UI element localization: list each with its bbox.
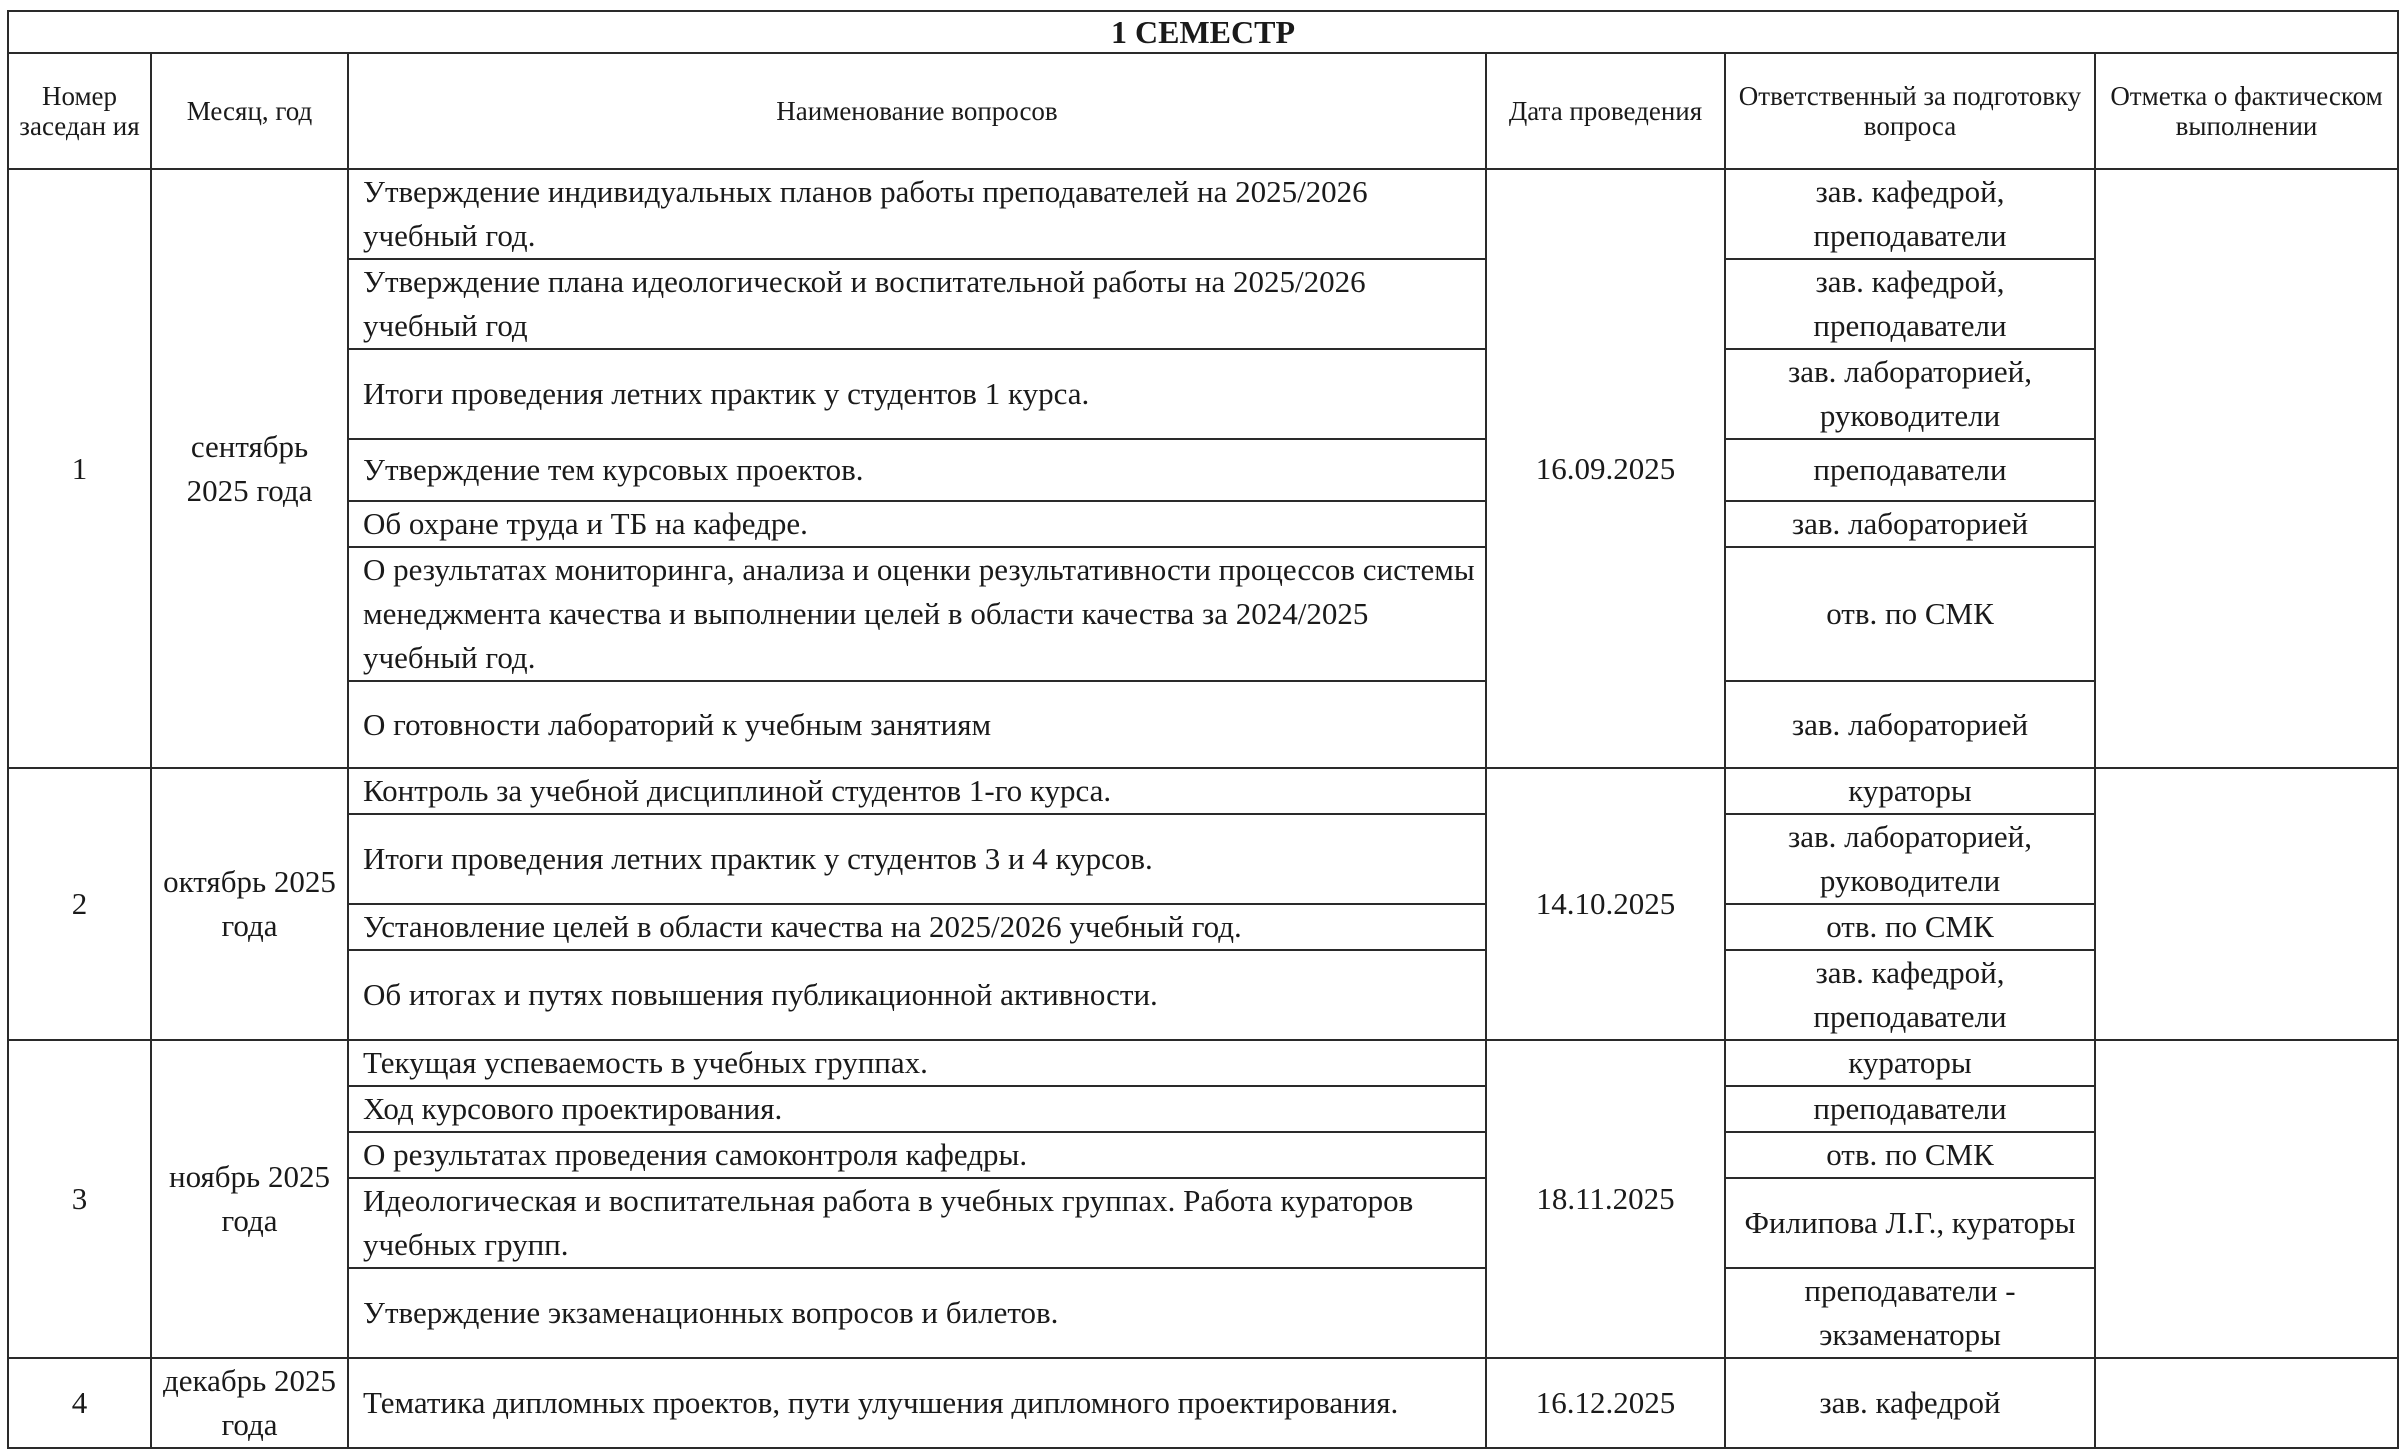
question-cell: Утверждение тем курсовых проектов. — [348, 439, 1486, 501]
table-row — [8, 950, 2398, 1040]
table-row — [8, 1040, 2398, 1086]
header-number: Номер заседан ия — [8, 53, 151, 169]
meeting-number: 1 — [8, 169, 151, 768]
completion-mark-cell[interactable] — [2095, 169, 2398, 768]
responsible-cell: кураторы — [1725, 768, 2095, 814]
table-row — [8, 547, 2398, 681]
responsible-cell: кураторы — [1725, 1040, 2095, 1086]
responsible-cell: зав. кафедрой, преподаватели — [1725, 259, 2095, 349]
question-cell: Утверждение плана идеологической и воспитательной работы на 2025/2026 учебный год — [348, 259, 1486, 349]
question-cell: Идеологическая и воспитательная работа в учебных группах. Работа кураторов учебных групп. — [348, 1178, 1486, 1268]
question-cell: Текущая успеваемость в учебных группах. — [348, 1040, 1486, 1086]
meeting-number: 3 — [8, 1040, 151, 1358]
table-row — [8, 439, 2398, 501]
table-row — [8, 1358, 2398, 1448]
table-row — [8, 169, 2398, 259]
question-cell: Об итогах и путях повышения публикационной активности. — [348, 950, 1486, 1040]
question-cell: Ход курсового проектирования. — [348, 1086, 1486, 1132]
header-date: Дата проведения — [1486, 53, 1725, 169]
question-cell: О готовности лабораторий к учебным занятиям — [348, 681, 1486, 768]
question-cell: Утверждение индивидуальных планов работы преподавателей на 2025/2026 учебный год. — [348, 169, 1486, 259]
meeting-number: 4 — [8, 1358, 151, 1448]
meeting-month: сентябрь 2025 года — [151, 169, 348, 768]
table-row — [8, 349, 2398, 439]
meeting-plan-table — [7, 10, 2399, 1449]
responsible-cell: преподаватели — [1725, 1086, 2095, 1132]
question-cell: Об охране труда и ТБ на кафедре. — [348, 501, 1486, 547]
header-responsible: Ответственный за подготовку вопроса — [1725, 53, 2095, 169]
responsible-cell: зав. лабораторией — [1725, 501, 2095, 547]
responsible-cell: отв. по СМК — [1725, 1132, 2095, 1178]
responsible-cell: преподаватели — [1725, 439, 2095, 501]
meeting-month: октябрь 2025 года — [151, 768, 348, 1040]
table-row — [8, 1086, 2398, 1132]
header-month: Месяц, год — [151, 53, 348, 169]
responsible-cell: зав. кафедрой, преподаватели — [1725, 950, 2095, 1040]
header-row — [8, 53, 2398, 169]
responsible-cell: отв. по СМК — [1725, 547, 2095, 681]
completion-mark-cell[interactable] — [2095, 768, 2398, 1040]
table-row — [8, 904, 2398, 950]
semester-title-row — [8, 11, 2398, 53]
responsible-cell: Филипова Л.Г., кураторы — [1725, 1178, 2095, 1268]
responsible-cell: зав. кафедрой — [1725, 1358, 2095, 1448]
header-questions: Наименование вопросов — [348, 53, 1486, 169]
meeting-date: 18.11.2025 — [1486, 1040, 1725, 1358]
question-cell: О результатах мониторинга, анализа и оценки результативности процессов системы менеджмента качества и выполнении целей в области качества за 2024/2025 учебный год. — [348, 547, 1486, 681]
meeting-month: декабрь 2025 года — [151, 1358, 348, 1448]
question-cell: Контроль за учебной дисциплиной студентов 1-го курса. — [348, 768, 1486, 814]
table-row — [8, 768, 2398, 814]
meeting-number: 2 — [8, 768, 151, 1040]
header-mark: Отметка о фактическом выполнении — [2095, 53, 2398, 169]
table-row — [8, 259, 2398, 349]
responsible-cell: зав. лабораторией, руководители — [1725, 349, 2095, 439]
completion-mark-cell[interactable] — [2095, 1358, 2398, 1448]
table-row — [8, 501, 2398, 547]
question-cell: Итоги проведения летних практик у студентов 1 курса. — [348, 349, 1486, 439]
meeting-date: 16.12.2025 — [1486, 1358, 1725, 1448]
table-row — [8, 814, 2398, 904]
table-row — [8, 1132, 2398, 1178]
table-row — [8, 1178, 2398, 1268]
question-cell: Установление целей в области качества на 2025/2026 учебный год. — [348, 904, 1486, 950]
question-cell: Утверждение экзаменационных вопросов и билетов. — [348, 1268, 1486, 1358]
meeting-date: 16.09.2025 — [1486, 169, 1725, 768]
meeting-date: 14.10.2025 — [1486, 768, 1725, 1040]
table-row — [8, 681, 2398, 768]
table-row — [8, 1268, 2398, 1358]
question-cell: Тематика дипломных проектов, пути улучшения дипломного проектирования. — [348, 1358, 1486, 1448]
responsible-cell: зав. кафедрой, преподаватели — [1725, 169, 2095, 259]
meeting-month: ноябрь 2025 года — [151, 1040, 348, 1358]
responsible-cell: отв. по СМК — [1725, 904, 2095, 950]
responsible-cell: зав. лабораторией, руководители — [1725, 814, 2095, 904]
responsible-cell: зав. лабораторией — [1725, 681, 2095, 768]
completion-mark-cell[interactable] — [2095, 1040, 2398, 1358]
responsible-cell: преподаватели - экзаменаторы — [1725, 1268, 2095, 1358]
question-cell: О результатах проведения самоконтроля кафедры. — [348, 1132, 1486, 1178]
semester-title: 1 СЕМЕСТР — [8, 11, 2398, 53]
question-cell: Итоги проведения летних практик у студентов 3 и 4 курсов. — [348, 814, 1486, 904]
